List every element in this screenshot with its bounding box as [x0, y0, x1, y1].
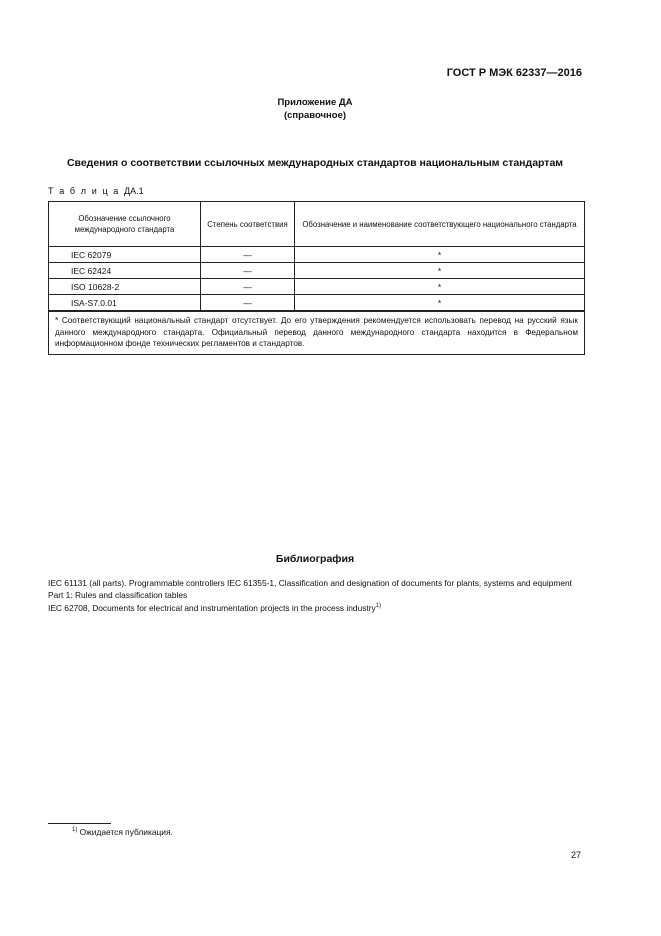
table-row [49, 247, 585, 263]
cell-degree: — [201, 279, 295, 295]
correspondence-table [48, 201, 585, 355]
bibliography-entry [48, 601, 584, 614]
annex-heading [0, 96, 630, 122]
bibliography-title: Библиография [275, 553, 355, 565]
table-note: * Соответствующий национальный стандарт отсутствует. До его утверждения рекомендуется использовать перевод на русский язык данного международного стандарта. Официальный перевод данного международного стандарта находится в Федеральном информационном фонде технических регламентов и стандартов. [49, 311, 585, 354]
annex-status: (справочное) [283, 110, 347, 121]
footnote-divider [48, 823, 111, 824]
footnote [72, 827, 173, 837]
header-degree: Степень соответствия [201, 202, 295, 247]
cell-national-standard: * [295, 263, 585, 279]
footnote-text: Ожидается публикация. [79, 827, 173, 837]
cell-ref-standard: ISO 10628-2 [49, 279, 201, 295]
table-row [49, 295, 585, 312]
table-header-row [49, 202, 585, 247]
table-label-word: Т а б л и ц а [48, 186, 120, 196]
cell-degree: — [201, 247, 295, 263]
standard-code: ГОСТ Р МЭК 62337—2016 [446, 67, 582, 79]
bibliography-entry [48, 578, 584, 601]
cell-ref-standard: ISA-S7.0.01 [49, 295, 201, 312]
section-title: Сведения о соответствии ссылочных международных стандартов национальным стандартам [66, 157, 564, 169]
cell-national-standard: * [295, 295, 585, 312]
table-label [48, 186, 144, 196]
cell-ref-standard: IEC 62079 [49, 247, 201, 263]
table-row [49, 263, 585, 279]
cell-ref-standard: IEC 62424 [49, 263, 201, 279]
table-row [49, 279, 585, 295]
header-national-standard: Обозначение и наименование соответствующего национального стандарта [295, 202, 585, 247]
bibliography-entry-text: IEC 62708, Documents for electrical and instrumentation projects in the process industry [48, 602, 376, 613]
cell-national-standard: * [295, 247, 585, 263]
footnote-reference: 1) [375, 603, 382, 609]
bibliography-list [48, 578, 584, 614]
cell-national-standard: * [295, 279, 585, 295]
cell-degree: — [201, 263, 295, 279]
footnote-marker: 1) [72, 827, 78, 834]
header-ref-standard: Обозначение ссылочного международного стандарта [49, 202, 201, 247]
table-note-row [49, 311, 585, 354]
table-number: ДА.1 [124, 186, 144, 196]
annex-title: Приложение ДА [277, 97, 353, 108]
cell-degree: — [201, 295, 295, 312]
page-number: 27 [571, 850, 582, 860]
bibliography-entry-text: IEC 61131 (all parts). Programmable controllers IEC 61355-1, Classification and designation of documents for plants, systems and equipment Part 1: Rules and classification tables [48, 578, 573, 600]
